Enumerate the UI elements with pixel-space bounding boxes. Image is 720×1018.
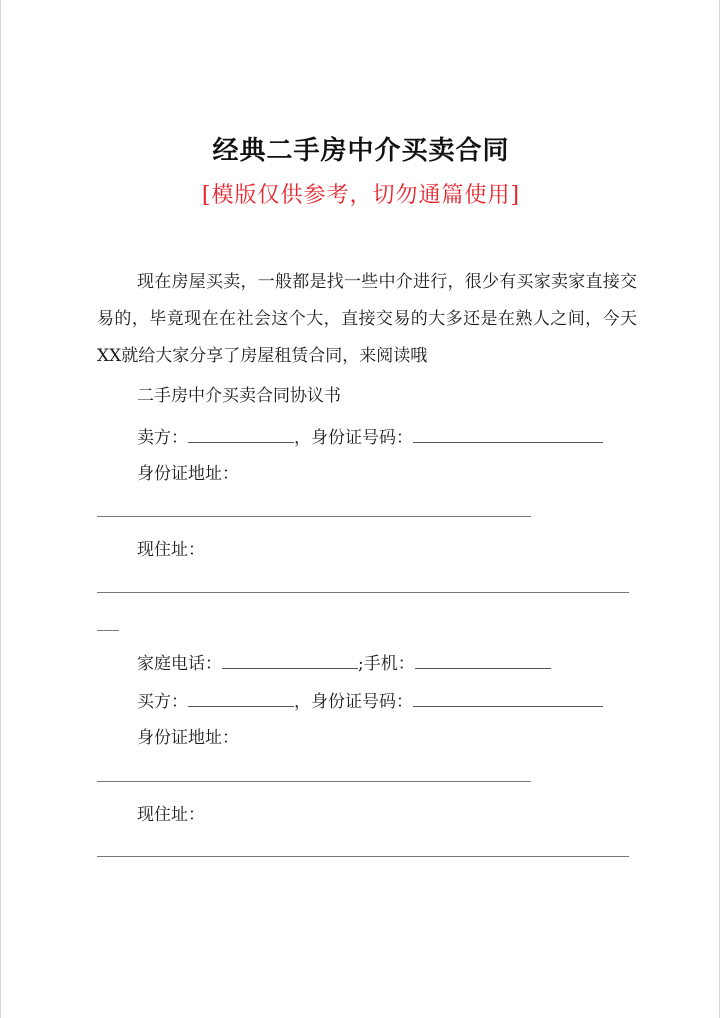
buyer-label: 买方： [137, 692, 188, 712]
mobile-field[interactable] [415, 650, 551, 669]
document-title: 经典二手房中介买卖合同 [212, 136, 510, 166]
buyer-id-address-field[interactable] [97, 781, 531, 782]
mobile-label: ;手机： [358, 654, 415, 674]
home-phone-field[interactable] [222, 650, 358, 669]
buyer-name-field[interactable] [188, 688, 294, 707]
seller-id-address-label: 身份证地址： [137, 464, 239, 484]
buyer-id-label: ，身份证号码： [294, 692, 413, 712]
seller-id-address-field[interactable] [97, 516, 531, 517]
seller-row [137, 424, 603, 448]
buyer-id-address-label: 身份证地址： [137, 728, 239, 748]
home-phone-label: 家庭电话： [137, 654, 222, 674]
seller-current-address-field-continued[interactable] [97, 630, 119, 631]
agreement-heading: 二手房中介买卖合同协议书 [137, 386, 341, 406]
intro-paragraph: 现在房屋买卖，一般都是找一些中介进行，很少有买家卖家直接交易的，毕竟现在在社会这个大，直接交易的大多还是在熟人之间，今天XX就给大家分享了房屋租赁合同，来阅读哦 [97, 272, 637, 366]
buyer-current-address-label: 现住址： [137, 805, 205, 825]
buyer-id-field[interactable] [413, 688, 603, 707]
seller-id-label: ，身份证号码： [294, 428, 413, 448]
seller-name-field[interactable] [188, 424, 294, 443]
buyer-current-address-field[interactable] [97, 856, 629, 857]
template-notice: [模版仅供参考，切勿通篇使用] [201, 183, 521, 208]
seller-current-address-label: 现住址： [137, 540, 205, 560]
buyer-row [137, 688, 603, 712]
seller-phone-row [137, 650, 551, 674]
seller-current-address-field[interactable] [97, 592, 629, 593]
seller-id-field[interactable] [413, 424, 603, 443]
seller-label: 卖方： [137, 428, 188, 448]
